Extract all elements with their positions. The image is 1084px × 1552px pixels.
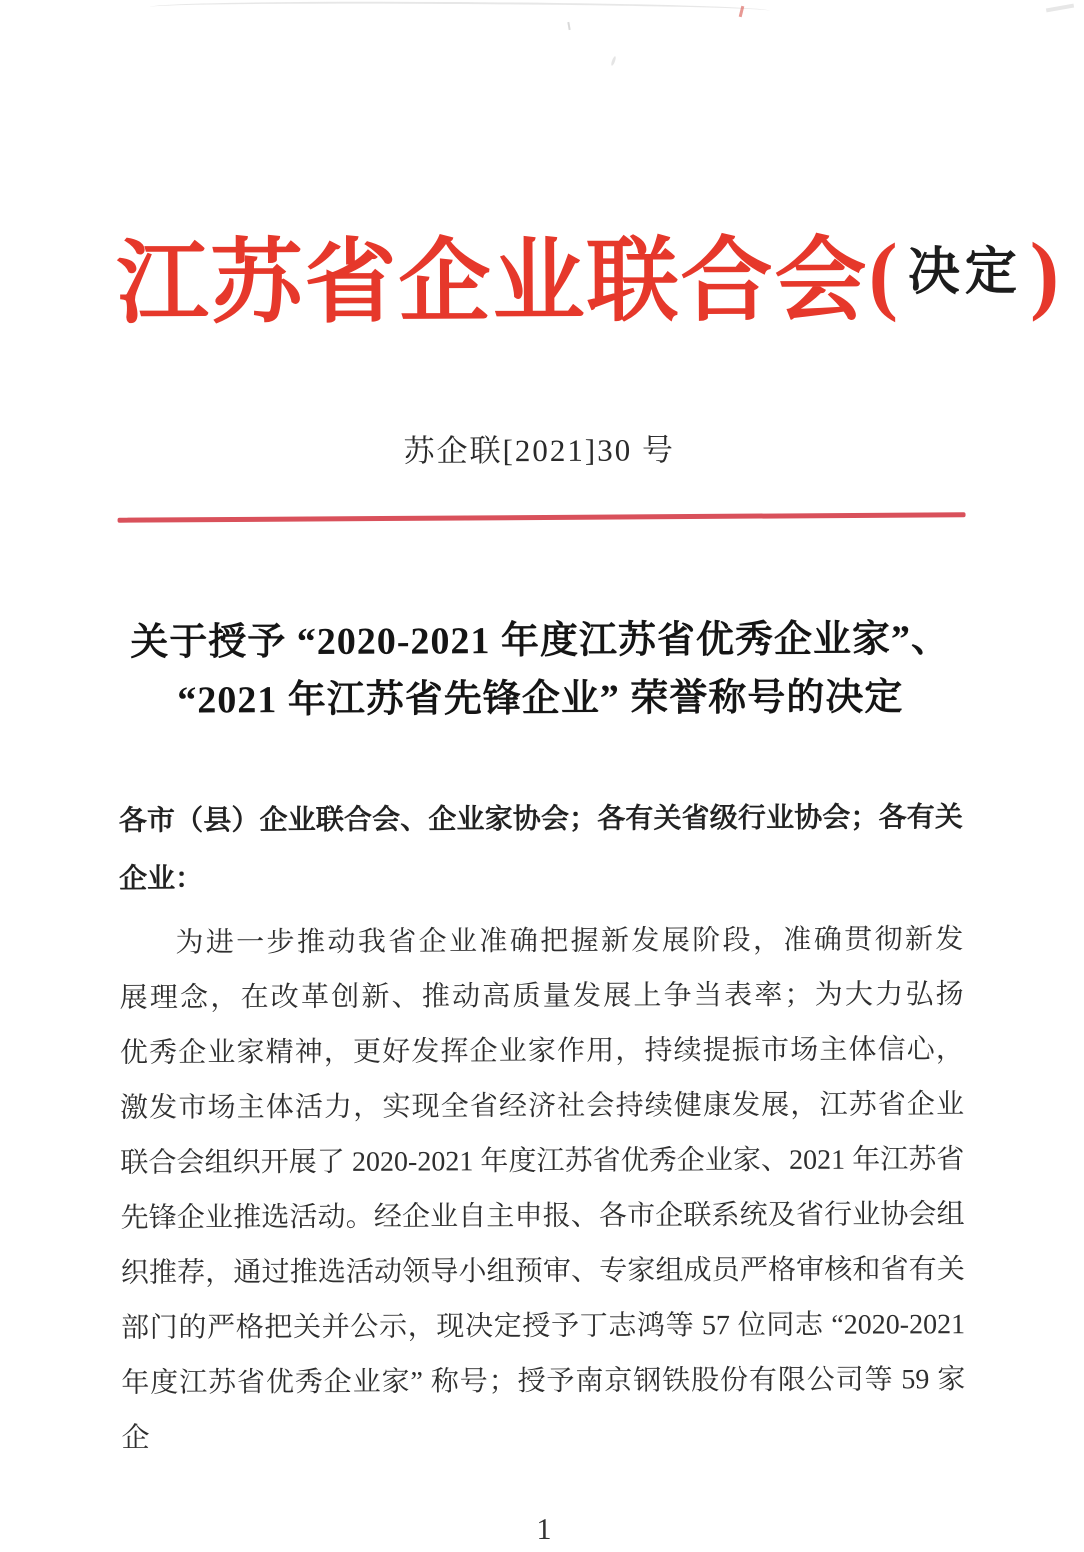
document-number: 苏企联[2021]30 号 [403, 432, 676, 469]
org-name: 江苏省企业联合会 [116, 229, 869, 335]
body-paragraph [119, 912, 965, 1466]
body-line: 联合会组织开展了 2020-2021 年度江苏省优秀企业家、2021 年江苏省 [120, 1144, 965, 1179]
red-divider-line [118, 512, 966, 522]
body-line: 年度江苏省优秀企业家” 称号；授予南京钢铁股份有限公司等 59 家企 [121, 1364, 966, 1454]
body-line: 优秀企业家精神，更好发挥企业家作用，持续提振市场主体信心， [119, 1034, 964, 1069]
salutation-line-1: 各市（县）企业联合会、企业家协会；各有关省级行业协会；各有关 [118, 801, 963, 836]
title-line-1: 关于授予 “2020-2021 年度江苏省优秀企业家”、 [130, 618, 951, 664]
title-line-2: “2021 年江苏省先锋企业” 荣誉称号的决定 [177, 676, 904, 722]
body-line: 先锋企业推选活动。经企业自主申报、各市企联系统及省行业协会组 [120, 1199, 965, 1234]
salutation-line-2: 企业： [119, 862, 204, 894]
salutation-block [119, 788, 963, 908]
body-line: 展理念，在改革创新、推动高质量发展上争当表率；为大力弘扬 [119, 979, 964, 1014]
page-number: 1 [536, 1512, 552, 1547]
close-paren: ) [1029, 225, 1060, 323]
red-letterhead [116, 213, 1060, 371]
open-paren: ( [868, 226, 899, 324]
body-line: 部门的严格把关并公示，现决定授予丁志鸿等 57 位同志 “2020-2021 [121, 1309, 966, 1344]
body-line: 为进一步推动我省企业准确把握新发展阶段，准确贯彻新发 [175, 924, 964, 959]
decision-label: 决定 [907, 243, 1022, 302]
body-line: 激发市场主体活力，实现全省经济社会持续健康发展，江苏省企业 [120, 1089, 965, 1124]
body-line: 织推荐，通过推选活动领导小组预审、专家组成员严格审核和省有关 [120, 1254, 965, 1289]
document-title [118, 610, 962, 730]
